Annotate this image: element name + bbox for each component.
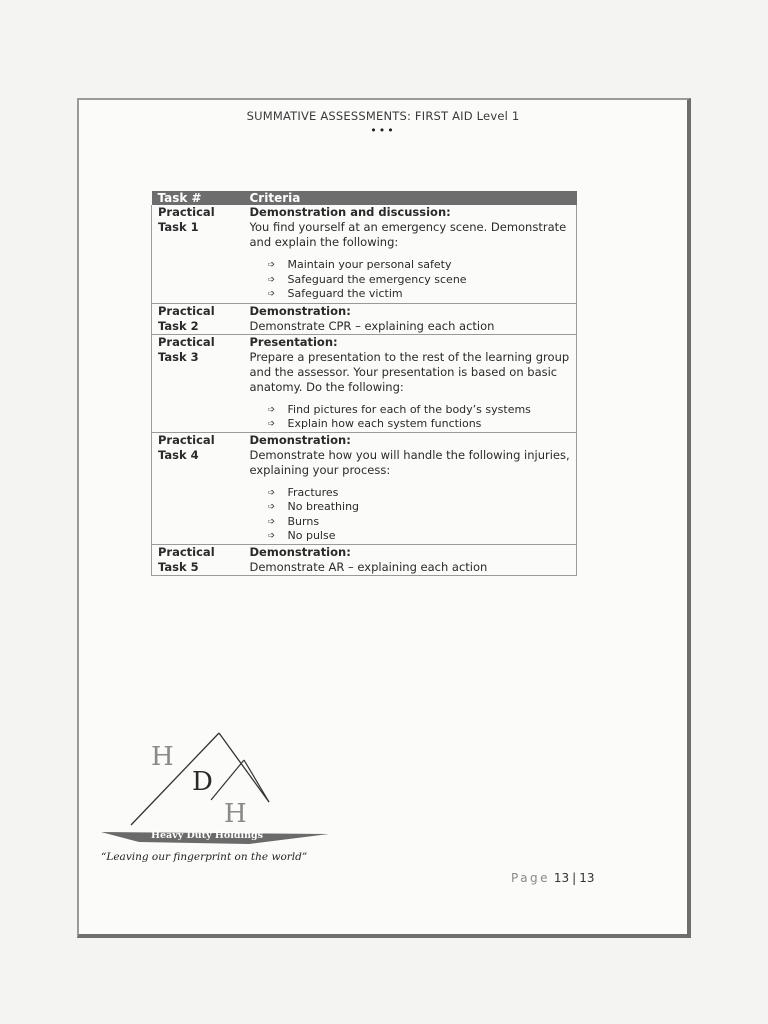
task-cell	[152, 544, 244, 575]
criteria-cell	[244, 303, 577, 334]
task-label: Practical	[158, 544, 215, 559]
list-item: ➩ Burns	[268, 515, 572, 530]
column-header-task: Task #	[152, 191, 244, 205]
logo-letter-h-top: H	[151, 742, 174, 772]
task-label: Practical	[158, 334, 215, 349]
task-number: Task 5	[158, 559, 199, 574]
page-header-title: SUMMATIVE ASSESSMENTS: FIRST AID Level 1	[246, 109, 520, 123]
list-item: ➩ Safeguard the victim	[268, 287, 572, 302]
task-number: Task 2	[158, 318, 199, 333]
header-dots: •••	[370, 124, 396, 137]
table-header-row	[152, 191, 577, 205]
roof-line-right	[219, 733, 269, 802]
criteria-heading: Demonstration:	[249, 432, 351, 447]
table-row	[152, 205, 577, 303]
task-number: Task 4	[158, 447, 199, 462]
criteria-heading: Demonstration and discussion:	[249, 205, 451, 219]
list-item: ➩ No breathing	[268, 500, 572, 515]
task-number: Task 1	[158, 220, 199, 234]
bullet-list	[250, 486, 572, 544]
table-row	[152, 303, 577, 334]
criteria-table	[151, 191, 577, 576]
list-item: ➩ Maintain your personal safety	[268, 258, 572, 273]
roof-line-inner	[211, 760, 244, 800]
task-label: Practical	[158, 205, 215, 219]
bullet-list	[250, 403, 572, 432]
company-tagline: “Leaving our fingerprint on the world”	[101, 851, 308, 863]
total-pages: 13	[579, 871, 595, 885]
criteria-cell	[244, 432, 577, 544]
page-word: Page	[511, 871, 551, 885]
criteria-cell	[244, 334, 577, 432]
task-label: Practical	[158, 303, 215, 318]
logo-company-name: Heavy Duty Holdings	[151, 830, 263, 841]
criteria-text: You find yourself at an emergency scene. Demonstrate and explain the following:	[249, 220, 567, 249]
task-cell	[152, 334, 244, 432]
page-separator: |	[572, 871, 577, 885]
task-cell	[152, 303, 244, 334]
logo-letter-d: D	[192, 767, 213, 797]
table-row	[152, 432, 577, 544]
list-item: ➩ Find pictures for each of the body’s systems	[268, 403, 572, 418]
criteria-heading: Demonstration:	[249, 544, 351, 559]
task-cell	[152, 205, 244, 303]
column-header-criteria: Criteria	[244, 191, 577, 205]
task-label: Practical	[158, 432, 215, 447]
criteria-text: Demonstrate AR – explaining each action	[249, 559, 488, 574]
criteria-text: Demonstrate how you will handle the following injuries, explaining your process:	[249, 447, 570, 477]
task-number: Task 3	[158, 349, 199, 364]
criteria-heading: Presentation:	[249, 334, 338, 349]
bullet-list	[250, 258, 572, 302]
logo-letter-h-bottom: H	[224, 799, 247, 829]
page-number	[511, 871, 595, 885]
list-item: ➩ Explain how each system functions	[268, 417, 572, 432]
table-row	[152, 544, 577, 575]
list-item: ➩ Safeguard the emergency scene	[268, 273, 572, 288]
document-page	[77, 98, 691, 938]
list-item: ➩ Fractures	[268, 486, 572, 501]
criteria-text: Demonstrate CPR – explaining each action	[249, 318, 495, 333]
table-row	[152, 334, 577, 432]
criteria-cell	[244, 205, 577, 303]
task-cell	[152, 432, 244, 544]
criteria-cell	[244, 544, 577, 575]
roof-line-inner-right	[244, 760, 269, 802]
current-page: 13	[553, 871, 570, 885]
company-logo	[99, 730, 359, 850]
list-item: ➩ No pulse	[268, 529, 572, 544]
criteria-text: Prepare a presentation to the rest of the learning group and the assessor. Your presentation is based on basic anatomy. Do the following:	[249, 349, 570, 394]
criteria-heading: Demonstration:	[249, 303, 351, 318]
